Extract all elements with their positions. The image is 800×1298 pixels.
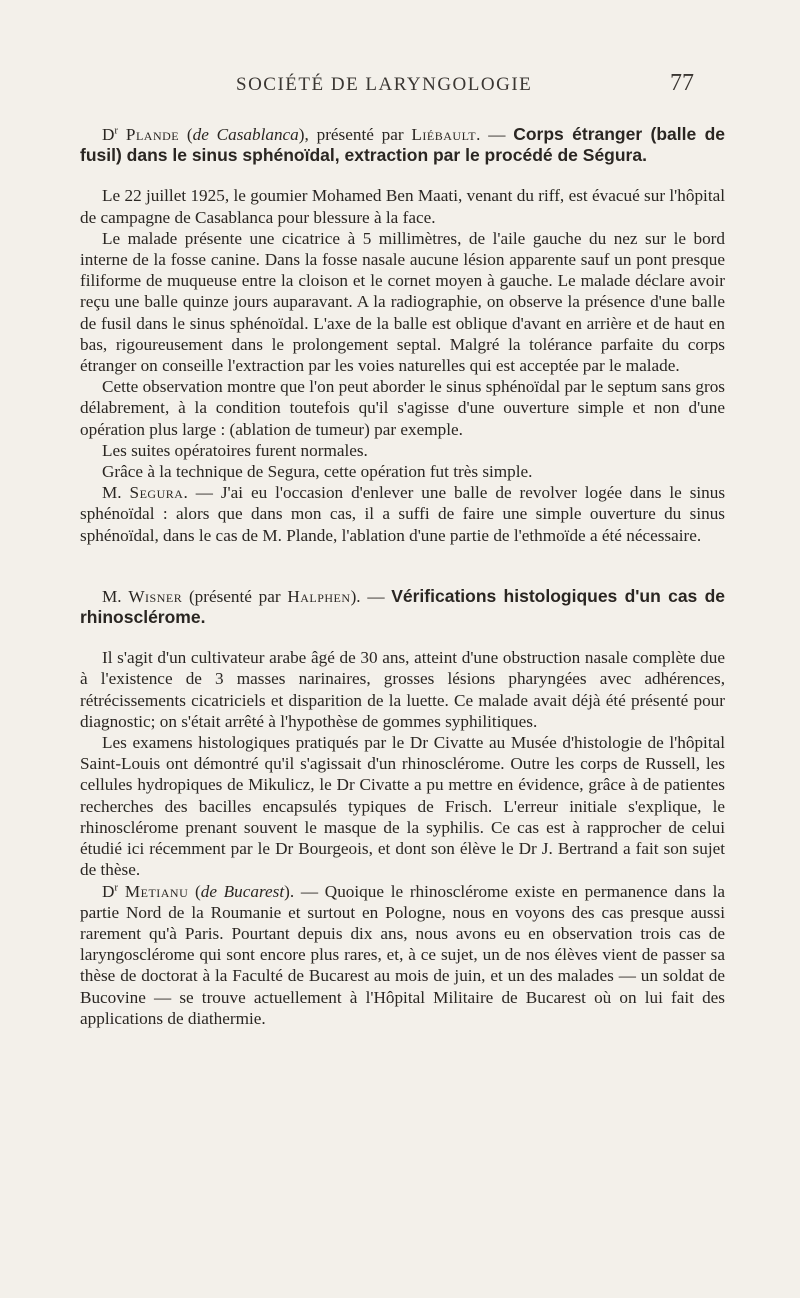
- author-name: Plande: [125, 125, 180, 144]
- title-prefix: $D^r$: [102, 124, 119, 144]
- paragraph: Il s'agit d'un cultivateur arabe âgé de 30 ans, atteint d'une obstruction nasale complète due à l'existence de 3 masses narinaires, grosses lésions pharyngées avec adhérences, rétrécissements cicatriciels et disparition de la luette. Ce malade avait déjà été présenté pour diagnostic; on s'était arrêté à l'hypothèse de gommes syphilitiques.: [80, 648, 725, 731]
- paragraph: Cette observation montre que l'on peut aborder le sinus sphénoïdal par le septum sans gros délabrement, à la condition toutefois qu'il s'agisse d'une ouverture simple et non d'une opération plus large : (ablation de tumeur) par exemple.: [80, 377, 725, 439]
- presenter-name: Halphen: [287, 586, 351, 606]
- speaker-name: Segura: [129, 483, 184, 503]
- presented-by: présenté par: [316, 125, 404, 144]
- presenter-name: Liébault: [411, 125, 477, 144]
- communication-title: Corps étranger (balle de fusil) dans le sinus sphénoïdal, extraction par le procédé de Ségura.: [80, 124, 726, 166]
- communication-title: Vérifications histologiques d'un cas de rhinosclérome.: [80, 585, 725, 628]
- discussion-paragraph: $D^r$ Metianu (de Bucarest). — Quoique le rhinosclérome existe en permanence dans la partie Nord de la Roumanie et surtout en Pologne, nous en voyons des cas presque aussi rarement qu'à Paris. Pourtant depuis dix ans, nous avons eu en observation trois cas de laryngosclérome qui sont encore plus rares, et, à ce sujet, un de nos élèves vient de passer sa thèse de doctorat à la Faculté de Bucarest au mois de juin, et un des malades — un soldat de Bucovine — se trouve actuellement à l'Hôpital Militaire de Bucarest où on lui fait des applications de diathermie.: [80, 880, 726, 1028]
- author-name: Wisner: [128, 586, 183, 606]
- body-text: [80, 124, 725, 1029]
- entry-heading-plande: $D^r$ Plande (de Casablanca), présenté par Liébault. — Corps étranger (balle de fusil) dans le sinus sphénoïdal, extraction par le procédé de Ségura.: [80, 124, 726, 166]
- paragraph: Les examens histologiques pratiqués par le Dr Civatte au Musée d'histologie de l'hôpital Saint-Louis ont démontré qu'il s'agissait d'un rhinosclérome. Outre les corps de Russell, les cellules hydropiques de Mikulicz, le Dr Civatte a pu mettre en évidence, grâce à de patientes recherches des bacilles encapsulés typiques de Frisch. L'erreur initiale s'explique, le rhinosclérome prenant souvent le masque de la syphilis. Ce cas est à rapprocher de celui étudié ici récemment par le Dr Bourgeois, et dont son élève le Dr J. Bertrand a fait son sujet de thèse.: [80, 733, 725, 880]
- affiliation: (de Casablanca),: [186, 125, 309, 144]
- paragraph: Le 22 juillet 1925, le goumier Mohamed Ben Maati, venant du riff, est évacué sur l'hôpital de campagne de Casablanca pour blessure à la face.: [80, 186, 725, 227]
- dash: —: [488, 125, 506, 144]
- paragraph: Le malade présente une cicatrice à 5 millimètres, de l'aile gauche du nez sur le bord interne de la fosse canine. Dans la fosse nasale aucune lésion apparente sauf un pont presque filiforme de muqueuse entre la cloison et le cornet moyen à gauche. Le malade déclare avoir reçu une balle quinze jours auparavant. A la radiographie, on observe la présence d'une balle de fusil dans le sinus sphénoïdal. L'axe de la balle est oblique d'avant en arrière et de haut en bas, rigoureusement dans le prolongement septal. Malgré la tolérance parfaite du corps étranger on conseille l'extraction par les voies naturelles qui est acceptée par le malade.: [80, 228, 725, 376]
- paragraph: Les suites opératoires furent normales.: [102, 440, 368, 460]
- discussion-paragraph: M. Segura. — J'ai eu l'occasion d'enlever une balle de revolver logée dans le sinus sphénoïdal : alors que dans mon cas, il a suffi de faire une simple ouverture du sinus sphénoïdal, dans le cas de M. Plande, l'ablation d'une partie de l'ethmoïde a été nécessaire.: [80, 483, 726, 545]
- running-head: SOCIÉTÉ DE LARYNGOLOGIE: [236, 74, 533, 95]
- paragraph: Grâce à la technique de Segura, cette opération fut très simple.: [102, 462, 533, 482]
- entry-heading-wisner: M. Wisner (présenté par Halphen). — Vérifications histologiques d'un cas de rhinosclérome.: [80, 585, 725, 628]
- page-number: 77: [670, 70, 694, 96]
- speaker-name: Metianu: [124, 881, 189, 901]
